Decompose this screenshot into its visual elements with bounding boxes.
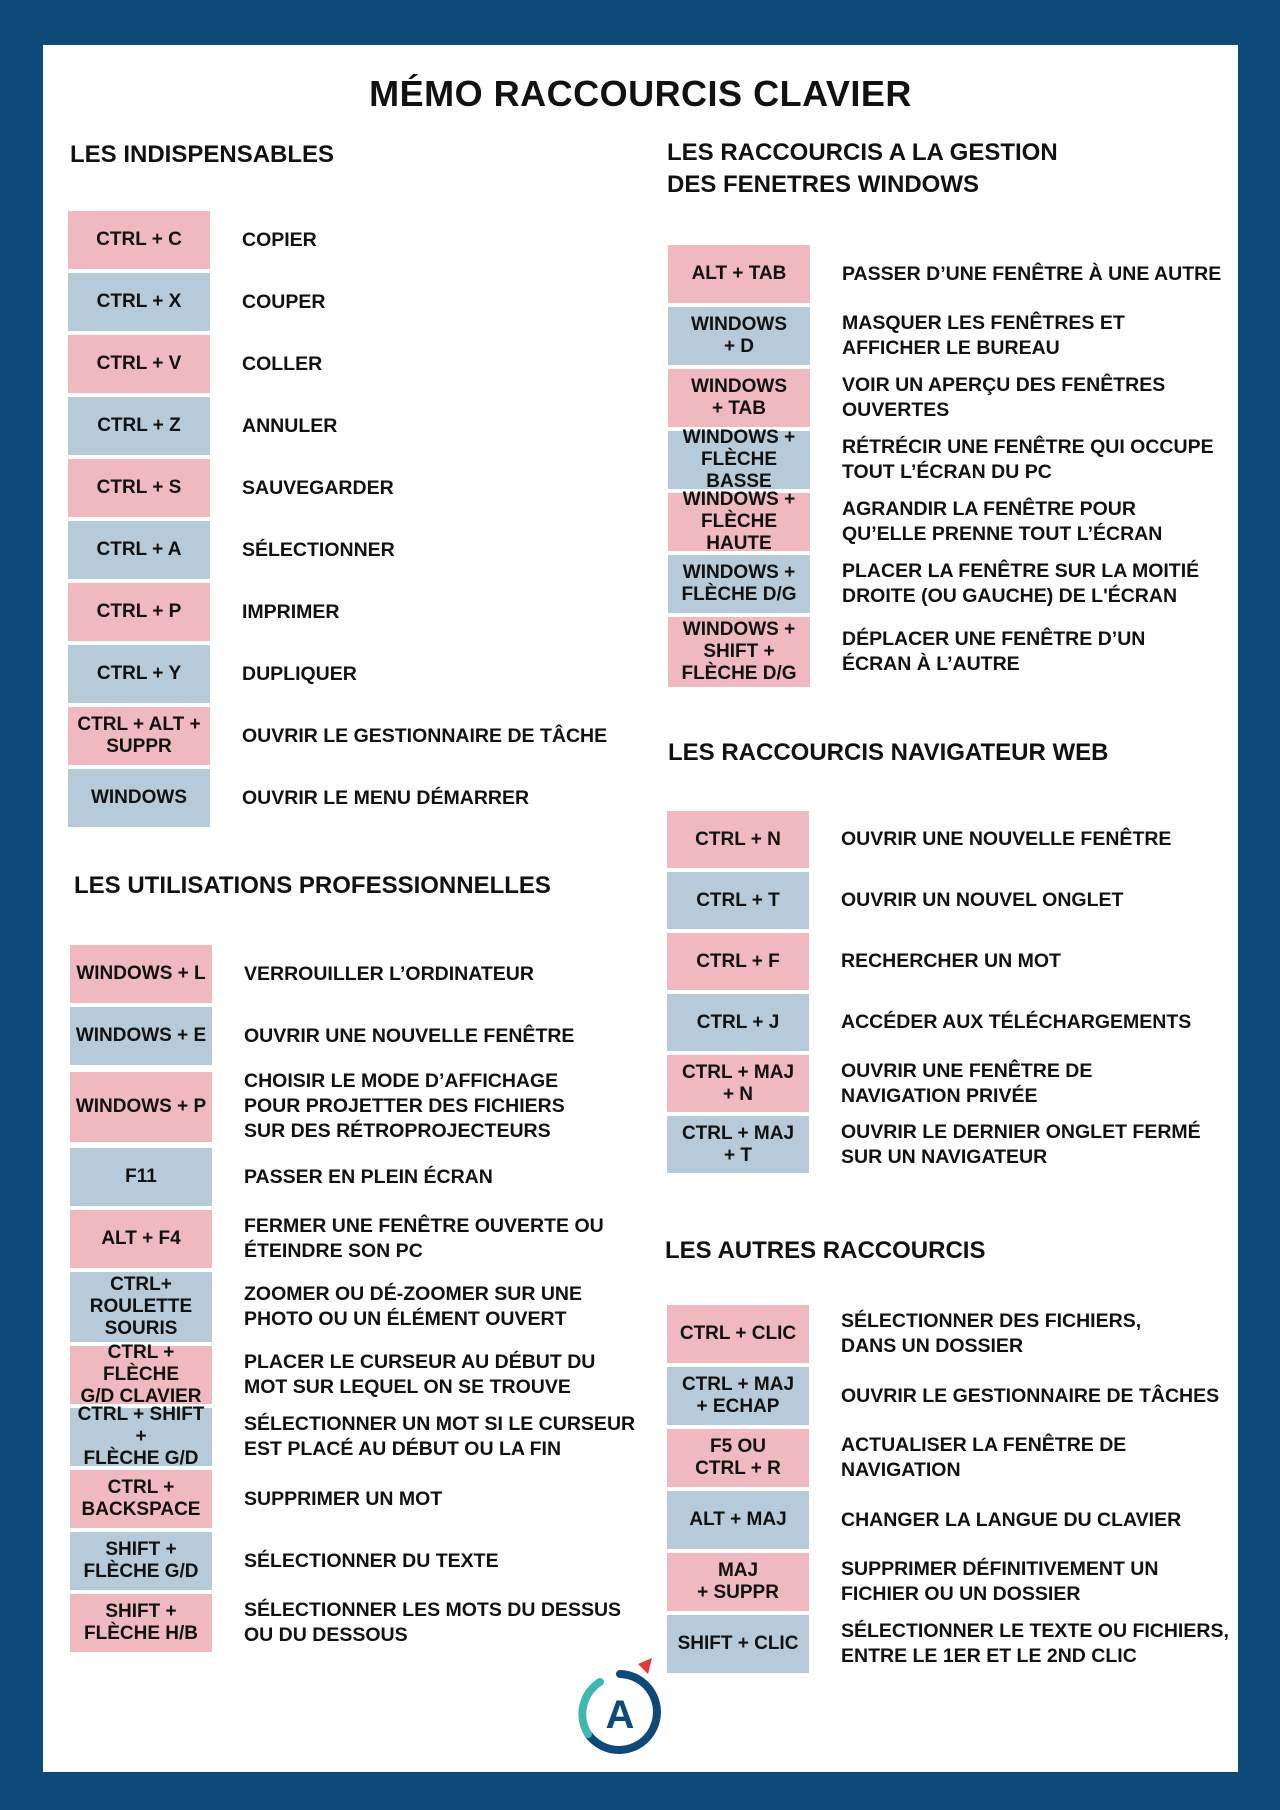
shortcut-row: [68, 769, 658, 827]
shortcut-row: [667, 872, 1237, 929]
shortcut-row: [68, 645, 658, 703]
shortcut-description: SÉLECTIONNER LES MOTS DU DESSUS OU DU DESSOUS: [244, 1599, 622, 1646]
section-title-fenetres: LES RACCOURCIS A LA GESTION DES FENETRES WINDOWS: [667, 139, 1058, 198]
shortcut-row: [70, 1069, 680, 1144]
shortcut-description: PLACER LE CURSEUR AU DÉBUT DU MOT SUR LEQUEL ON SE TROUVE: [244, 1351, 596, 1398]
shortcut-description: RECHERCHER UN MOT: [841, 950, 1061, 972]
shortcut-key: ALT + F4: [70, 1210, 212, 1268]
shortcut-description: DÉPLACER UNE FENÊTRE D’UN ÉCRAN À L’AUTRE: [842, 628, 1146, 675]
shortcut-description: SUPPRIMER DÉFINITIVEMENT UN FICHIER OU UN DOSSIER: [841, 1558, 1159, 1605]
shortcut-key: CTRL + CLIC: [667, 1305, 809, 1363]
shortcut-description: SUPPRIMER UN MOT: [244, 1487, 443, 1510]
shortcut-key: WINDOWS + SHIFT + FLÈCHE D/G: [668, 617, 810, 687]
shortcut-description: OUVRIR UNE NOUVELLE FENÊTRE: [841, 828, 1172, 850]
shortcut-key: ALT + MAJ: [667, 1491, 809, 1549]
shortcut-description: OUVRIR UNE NOUVELLE FENÊTRE: [244, 1024, 575, 1047]
shortcut-key: SHIFT + FLÈCHE H/B: [70, 1594, 212, 1652]
shortcut-key: CTRL + ALT + SUPPR: [68, 707, 210, 765]
shortcut-description: PLACER LA FENÊTRE SUR LA MOITIÉ DROITE (OU GAUCHE) DE L'ÉCRAN: [842, 560, 1200, 607]
shortcut-description: SÉLECTIONNER DES FICHIERS, DANS UN DOSSIER: [841, 1310, 1142, 1357]
shortcut-key: WINDOWS + FLÈCHE BASSE: [668, 431, 810, 489]
shortcut-key: WINDOWS + P: [70, 1072, 212, 1142]
section-title-navigateur: LES RACCOURCIS NAVIGATEUR WEB: [668, 739, 1109, 766]
list-indispensables: [68, 211, 658, 831]
shortcut-description: OUVRIR LE GESTIONNAIRE DE TÂCHE: [242, 724, 608, 747]
shortcut-key: WINDOWS + FLÈCHE D/G: [668, 555, 810, 613]
shortcut-description: DUPLIQUER: [242, 662, 357, 685]
shortcut-key: CTRL + V: [68, 335, 210, 393]
shortcut-description: CHOISIR LE MODE D’AFFICHAGE POUR PROJETTER DES FICHIERS SUR DES RÉTROPROJECTEURS: [244, 1070, 565, 1142]
shortcut-row: [68, 397, 658, 455]
shortcut-description: ANNULER: [242, 414, 338, 437]
shortcut-key: SHIFT + CLIC: [667, 1615, 809, 1673]
list-autres: [667, 1305, 1242, 1677]
shortcut-row: [68, 459, 658, 517]
shortcut-description: COUPER: [242, 290, 326, 313]
shortcut-description: PASSER D’UNE FENÊTRE À UNE AUTRE: [842, 262, 1222, 285]
shortcut-row: [668, 369, 1238, 427]
shortcut-row: [70, 1148, 680, 1206]
shortcut-description: CHANGER LA LANGUE DU CLAVIER: [841, 1508, 1182, 1531]
shortcut-key: F11: [70, 1148, 212, 1206]
shortcut-row: [667, 811, 1237, 868]
shortcut-description: SAUVEGARDER: [242, 476, 394, 499]
shortcut-row: [667, 933, 1237, 990]
shortcut-description: SÉLECTIONNER: [242, 538, 395, 561]
shortcut-description: VERROUILLER L’ORDINATEUR: [244, 962, 534, 985]
shortcut-key: CTRL + FLÈCHE G/D CLAVIER: [70, 1346, 212, 1404]
shortcut-description: SÉLECTIONNER DU TEXTE: [244, 1549, 499, 1572]
shortcut-row: [667, 1429, 1242, 1487]
shortcut-key: CTRL + F: [667, 933, 809, 990]
memo-sheet: [43, 45, 1238, 1772]
shortcut-key: F5 OU CTRL + R: [667, 1429, 809, 1487]
shortcut-row: [667, 1116, 1237, 1173]
shortcut-key: CTRL + N: [667, 811, 809, 868]
shortcut-key: CTRL + X: [68, 273, 210, 331]
shortcut-row: [70, 1470, 680, 1528]
shortcut-key: WINDOWS + FLÈCHE HAUTE: [668, 493, 810, 551]
shortcut-key: CTRL+ ROULETTE SOURIS: [70, 1272, 212, 1342]
shortcut-row: [68, 521, 658, 579]
shortcut-description: FERMER UNE FENÊTRE OUVERTE OU ÉTEINDRE SON PC: [244, 1215, 604, 1262]
shortcut-key: ALT + TAB: [668, 245, 810, 303]
shortcut-description: VOIR UN APERÇU DES FENÊTRES OUVERTES: [842, 374, 1166, 421]
shortcut-key: SHIFT + FLÈCHE G/D: [70, 1532, 212, 1590]
shortcut-row: [70, 1007, 680, 1065]
shortcut-row: [70, 1342, 680, 1407]
list-navigateur: [667, 811, 1237, 1177]
shortcut-row: [68, 335, 658, 393]
shortcut-row: [68, 707, 658, 765]
shortcut-row: [668, 489, 1238, 554]
shortcut-key: CTRL + J: [667, 994, 809, 1051]
shortcut-row: [70, 1272, 680, 1342]
shortcut-description: OUVRIR UN NOUVEL ONGLET: [841, 889, 1124, 911]
shortcut-row: [668, 555, 1238, 613]
shortcut-description: SÉLECTIONNER UN MOT SI LE CURSEUR EST PLACÉ AU DÉBUT OU LA FIN: [244, 1413, 636, 1460]
shortcut-key: CTRL + P: [68, 583, 210, 641]
shortcut-row: [667, 1305, 1242, 1363]
shortcut-description: SÉLECTIONNER LE TEXTE OU FICHIERS, ENTRE LE 1ER ET LE 2ND CLIC: [841, 1620, 1229, 1667]
shortcut-key: CTRL + Y: [68, 645, 210, 703]
shortcut-row: [667, 1553, 1242, 1611]
shortcut-description: OUVRIR LE DERNIER ONGLET FERMÉ SUR UN NAVIGATEUR: [841, 1120, 1201, 1168]
shortcut-key: WINDOWS: [68, 769, 210, 827]
shortcut-row: [70, 1594, 680, 1652]
shortcut-key: CTRL + T: [667, 872, 809, 929]
shortcut-row: [70, 1404, 680, 1469]
shortcut-description: ACTUALISER LA FENÊTRE DE NAVIGATION: [841, 1434, 1127, 1481]
section-title-autres: LES AUTRES RACCOURCIS: [665, 1237, 986, 1264]
shortcut-key: CTRL + SHIFT + FLÈCHE G/D: [70, 1408, 212, 1466]
shortcut-description: MASQUER LES FENÊTRES ET AFFICHER LE BUREAU: [842, 312, 1125, 359]
shortcut-row: [70, 945, 680, 1003]
shortcut-description: OUVRIR LE MENU DÉMARRER: [242, 786, 530, 809]
shortcut-row: [68, 583, 658, 641]
section-title-professionnelles: LES UTILISATIONS PROFESSIONNELLES: [74, 872, 551, 899]
shortcut-row: [70, 1210, 680, 1268]
shortcut-key: CTRL + BACKSPACE: [70, 1470, 212, 1528]
section-title-indispensables: LES INDISPENSABLES: [70, 141, 335, 168]
shortcut-description: RÉTRÉCIR UNE FENÊTRE QUI OCCUPE TOUT L’ÉCRAN DU PC: [842, 436, 1214, 483]
shortcut-description: COLLER: [242, 352, 323, 375]
shortcut-description: ACCÉDER AUX TÉLÉCHARGEMENTS: [841, 1011, 1192, 1033]
shortcut-key: WINDOWS + D: [668, 307, 810, 365]
shortcut-description: PASSER EN PLEIN ÉCRAN: [244, 1165, 493, 1188]
shortcut-key: CTRL + MAJ + T: [667, 1116, 809, 1173]
list-fenetres: [668, 245, 1238, 691]
shortcut-row: [667, 994, 1237, 1051]
shortcut-key: CTRL + S: [68, 459, 210, 517]
shortcut-description: COPIER: [242, 228, 317, 251]
shortcut-row: [667, 1055, 1237, 1112]
shortcut-key: WINDOWS + E: [70, 1007, 212, 1065]
shortcut-row: [667, 1615, 1242, 1673]
shortcut-row: [668, 427, 1238, 492]
logo-letter: A: [605, 1693, 635, 1737]
shortcut-description: IMPRIMER: [242, 600, 340, 623]
shortcut-row: [667, 1491, 1242, 1549]
shortcut-row: [668, 307, 1238, 365]
shortcut-key: CTRL + MAJ + N: [667, 1055, 809, 1112]
page-title: MÉMO RACCOURCIS CLAVIER: [369, 73, 912, 114]
shortcut-row: [68, 211, 658, 269]
shortcut-key: CTRL + C: [68, 211, 210, 269]
shortcut-row: [668, 245, 1238, 303]
shortcut-key: MAJ + SUPPR: [667, 1553, 809, 1611]
shortcut-key: CTRL + Z: [68, 397, 210, 455]
shortcut-description: OUVRIR UNE FENÊTRE DE NAVIGATION PRIVÉE: [841, 1059, 1093, 1107]
shortcut-row: [68, 273, 658, 331]
shortcut-row: [70, 1532, 680, 1590]
shortcut-description: OUVRIR LE GESTIONNAIRE DE TÂCHES: [841, 1384, 1220, 1407]
shortcut-description: ZOOMER OU DÉ-ZOOMER SUR UNE PHOTO OU UN ÉLÉMENT OUVERT: [244, 1283, 583, 1330]
shortcut-key: CTRL + MAJ + ECHAP: [667, 1367, 809, 1425]
shortcut-key: CTRL + A: [68, 521, 210, 579]
shortcut-description: AGRANDIR LA FENÊTRE POUR QU’ELLE PRENNE TOUT L’ÉCRAN: [842, 498, 1163, 545]
shortcut-row: [668, 617, 1238, 687]
logo-a-icon: [560, 1650, 680, 1760]
shortcut-row: [667, 1367, 1242, 1425]
list-professionnelles: [70, 945, 680, 1656]
shortcut-key: WINDOWS + L: [70, 945, 212, 1003]
shortcut-key: WINDOWS + TAB: [668, 369, 810, 427]
